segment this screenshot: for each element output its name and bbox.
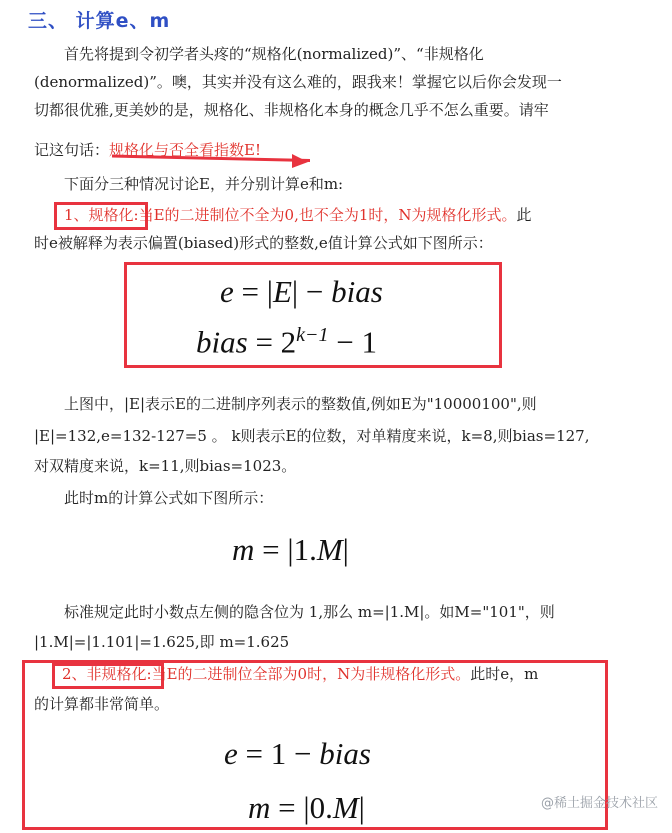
para3-line1: 上图中，|E|表示E的二进制序列表示的整数值,例如E为"10000100",则 <box>64 395 537 413</box>
para5-line2: |1.M|=|1.101|=1.625,即 m=1.625 <box>34 633 290 651</box>
watermark: @稀土掘金技术社区 <box>540 796 658 811</box>
arrow-line <box>112 156 310 162</box>
para1-line3: 切都很优雅,更美妙的是，规格化、非规格化本身的概念几乎不怎么重要。请牢 <box>34 101 549 119</box>
case2-condition: 当E的二进制位全部为0时，N为非规格化形式。 <box>151 665 471 683</box>
case1-line1 <box>64 201 532 229</box>
formula-e-denormalized: e = 1 − bias <box>224 736 371 771</box>
case1-label: 1、规格化: <box>64 206 139 224</box>
para1-key-phrase: 规格化与否全看指数E! <box>109 141 261 159</box>
case1-tail: 此 <box>516 206 532 224</box>
case2-tail: 此时e，m <box>470 665 539 683</box>
section-heading: 三、 计算e、m <box>28 10 171 32</box>
para1-line1: 首先将提到令初学者头疼的“规格化(normalized)”、“非规格化 <box>64 45 484 63</box>
formula-m-denormalized: m = |0.M| <box>248 790 365 825</box>
case2-label: 2、非规格化: <box>62 665 152 683</box>
para3-line3: 对双精度来说，k=11,则bias=1023。 <box>34 457 297 475</box>
para2: 下面分三种情况讨论E，并分别计算e和m: <box>64 175 344 193</box>
para5-line1: 标准规定此时小数点左侧的隐含位为 1,那么 m=|1.M|。如M="101"，则 <box>64 603 555 621</box>
formula-m-normalized: m = |1.M| <box>232 532 349 567</box>
para4: 此时m的计算公式如下图所示： <box>64 489 274 507</box>
para1-line4-start: 记这句话： <box>34 141 110 159</box>
arrow-annotation <box>110 152 310 170</box>
case2-line1 <box>62 660 538 688</box>
para1-line2: (denormalized)”。噢，其实并没有这么难的，跟我来！掌握它以后你会发现一 <box>34 73 562 91</box>
para3-line2: |E|=132,e=132-127=5 。 k则表示E的位数，对单精度来说，k=8,则bias=127, <box>34 427 590 445</box>
case1-line2: 时e被解释为表示偏置(biased)形式的整数,e值计算公式如下图所示： <box>34 234 493 252</box>
formula-bias: bias = $2^{k-1} - 1$ <box>196 324 378 360</box>
arrow-head-icon <box>292 154 308 168</box>
formula-e-bias: e = |E| − bias <box>220 274 383 309</box>
case1-condition: 当E的二进制位不全为0,也不全为1时，N为规格化形式。 <box>138 206 517 224</box>
case2-line2: 的计算都非常简单。 <box>34 695 170 713</box>
